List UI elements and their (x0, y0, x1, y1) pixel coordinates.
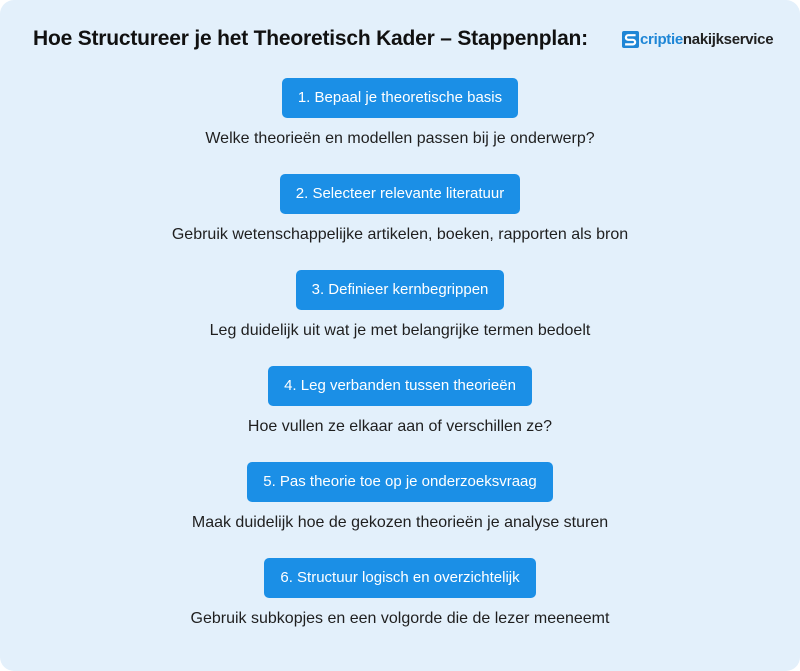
logo-text-part2: nakijkservice (682, 30, 774, 48)
step-3-description: Leg duidelijk uit wat je met belangrijke termen bedoelt (209, 322, 591, 339)
step-6 (0, 558, 800, 628)
step-4-description: Hoe vullen ze elkaar aan of verschillen ze? (247, 418, 553, 435)
logo-text-part1: criptie (640, 30, 683, 48)
step-5 (0, 462, 800, 532)
step-1-description: Welke theorieën en modellen passen bij je onderwerp? (205, 130, 595, 147)
step-1-button[interactable]: 1. Bepaal je theoretische basis (282, 78, 518, 118)
step-2 (0, 174, 800, 244)
s-logo-icon (622, 31, 639, 48)
step-6-button[interactable]: 6. Structuur logisch en overzichtelijk (264, 558, 535, 598)
step-2-description: Gebruik wetenschappelijke artikelen, boeken, rapporten als bron (171, 226, 629, 243)
step-2-button[interactable]: 2. Selecteer relevante literatuur (280, 174, 520, 214)
step-1 (0, 78, 800, 148)
step-3 (0, 270, 800, 340)
step-4-button[interactable]: 4. Leg verbanden tussen theorieën (268, 366, 532, 406)
logo[interactable] (622, 29, 773, 49)
step-5-button[interactable]: 5. Pas theorie toe op je onderzoeksvraag (247, 462, 553, 502)
step-3-button[interactable]: 3. Definieer kernbegrippen (296, 270, 505, 310)
logo-wordmark (640, 31, 773, 48)
step-6-description: Gebruik subkopjes en een volgorde die de lezer meeneemt (190, 610, 610, 627)
page-title: Hoe Structureer je het Theoretisch Kader – Stappenplan: (33, 27, 588, 50)
step-4 (0, 366, 800, 436)
step-5-description: Maak duidelijk hoe de gekozen theorieën je analyse sturen (191, 514, 609, 531)
